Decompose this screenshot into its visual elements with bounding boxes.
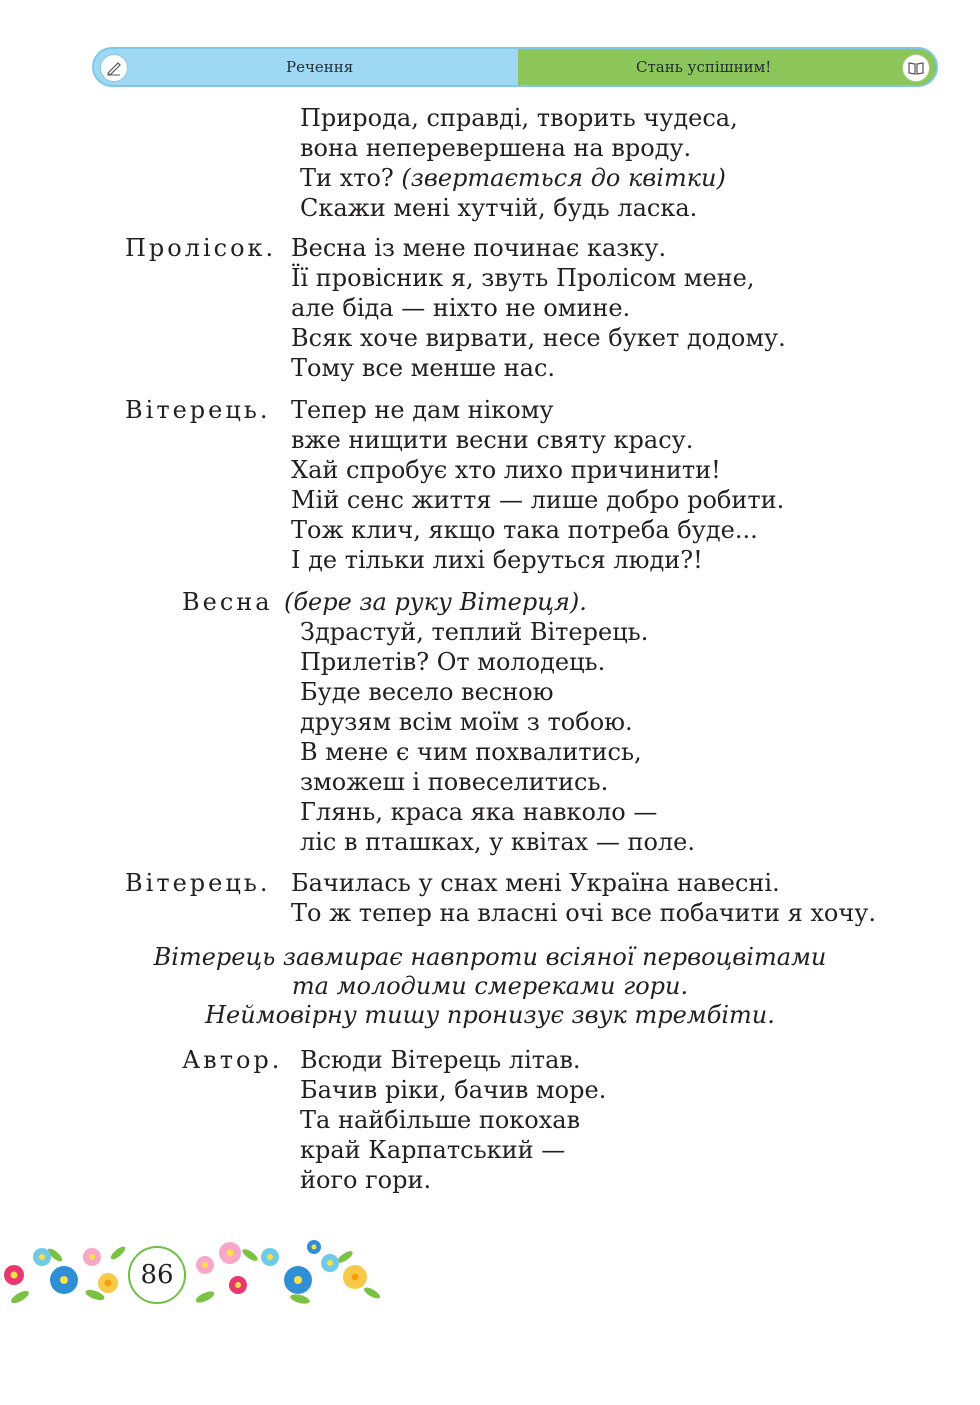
verse-line: І де тільки лихі беруться люди?! bbox=[291, 546, 703, 574]
flowers-garland-icon bbox=[0, 1235, 385, 1315]
verse-line: але біда — ніхто не омине. bbox=[291, 294, 631, 322]
verse-line: В мене є чим похвалитись, bbox=[300, 738, 642, 766]
stage-direction-line: та молодими смереками гори. bbox=[291, 972, 689, 1000]
verse-line: Та найбільше покохав bbox=[300, 1106, 581, 1134]
verse-line: зможеш і повеселитись. bbox=[300, 768, 609, 796]
stage-direction-line: Неймовірну тишу пронизує звук трембіти. bbox=[205, 1001, 775, 1029]
verse-line: Бачилась у снах мені Україна навесні. bbox=[291, 869, 780, 897]
page-header bbox=[92, 47, 938, 87]
verse-line: Тепер не дам нікому bbox=[291, 396, 554, 424]
header-rubric-title: Стань успішним! bbox=[636, 58, 772, 76]
verse-line: Тож клич, якщо така потреба буде... bbox=[291, 516, 758, 544]
verse-line: вже нищити весни святу красу. bbox=[291, 426, 694, 454]
verse-line: його гори. bbox=[300, 1166, 432, 1194]
speaker-name: Весна bbox=[182, 588, 273, 616]
verse-line: ліс в пташках, у квітах — поле. bbox=[300, 828, 695, 856]
verse-line: Бачив ріки, бачив море. bbox=[300, 1076, 607, 1104]
verse-line: Весна із мене починає казку. bbox=[291, 234, 667, 262]
verse-line: вона неперевершена на вроду. bbox=[300, 134, 692, 162]
verse-line: То ж тепер на власні очі все побачити я хочу. bbox=[291, 899, 876, 927]
verse-line: друзям всім моїм з тобою. bbox=[300, 708, 633, 736]
verse-line: Природа, справді, творить чудеса, bbox=[300, 104, 738, 132]
verse-line: Мій сенс життя — лише добро робити. bbox=[291, 486, 785, 514]
verse-line: Її провісник я, звуть Пролісом мене, bbox=[291, 264, 755, 292]
verse-line: Прилетів? От молодець. bbox=[300, 648, 606, 676]
verse-line: Хай спробує хто лихо причинити! bbox=[291, 456, 721, 484]
verse-text: Ти хто? bbox=[300, 164, 394, 192]
stage-direction-line: Вітерець завмирає навпроти всіяної первоцвітами bbox=[153, 943, 827, 971]
verse-line: Тому все менше нас. bbox=[291, 354, 556, 382]
verse-line: Здрастуй, теплий Вітерець. bbox=[300, 618, 649, 646]
book-icon bbox=[902, 54, 930, 82]
stage-remark: (бере за руку Вітерця). bbox=[284, 588, 587, 616]
speaker-name: Вітерець. bbox=[125, 869, 271, 897]
speaker-name: Пролісок. bbox=[125, 234, 277, 262]
verse-line bbox=[300, 163, 726, 193]
verse-line: Всюди Вітерець літав. bbox=[300, 1046, 581, 1074]
verse-line: Всяк хоче вирвати, несе букет додому. bbox=[291, 324, 786, 352]
verse-line: край Карпатський — bbox=[300, 1136, 566, 1164]
speaker-name: Автор. bbox=[182, 1046, 283, 1074]
header-section-title: Речення bbox=[286, 58, 354, 76]
verse-line: Буде весело весною bbox=[300, 678, 554, 706]
speaker-name: Вітерець. bbox=[125, 396, 271, 424]
pen-icon bbox=[100, 54, 128, 82]
verse-line: Скажи мені хутчій, будь ласка. bbox=[300, 194, 698, 222]
page-number: 86 bbox=[128, 1246, 186, 1304]
verse-line: Глянь, краса яка навколо — bbox=[300, 798, 658, 826]
stage-remark: (звертається до квітки) bbox=[401, 164, 726, 192]
